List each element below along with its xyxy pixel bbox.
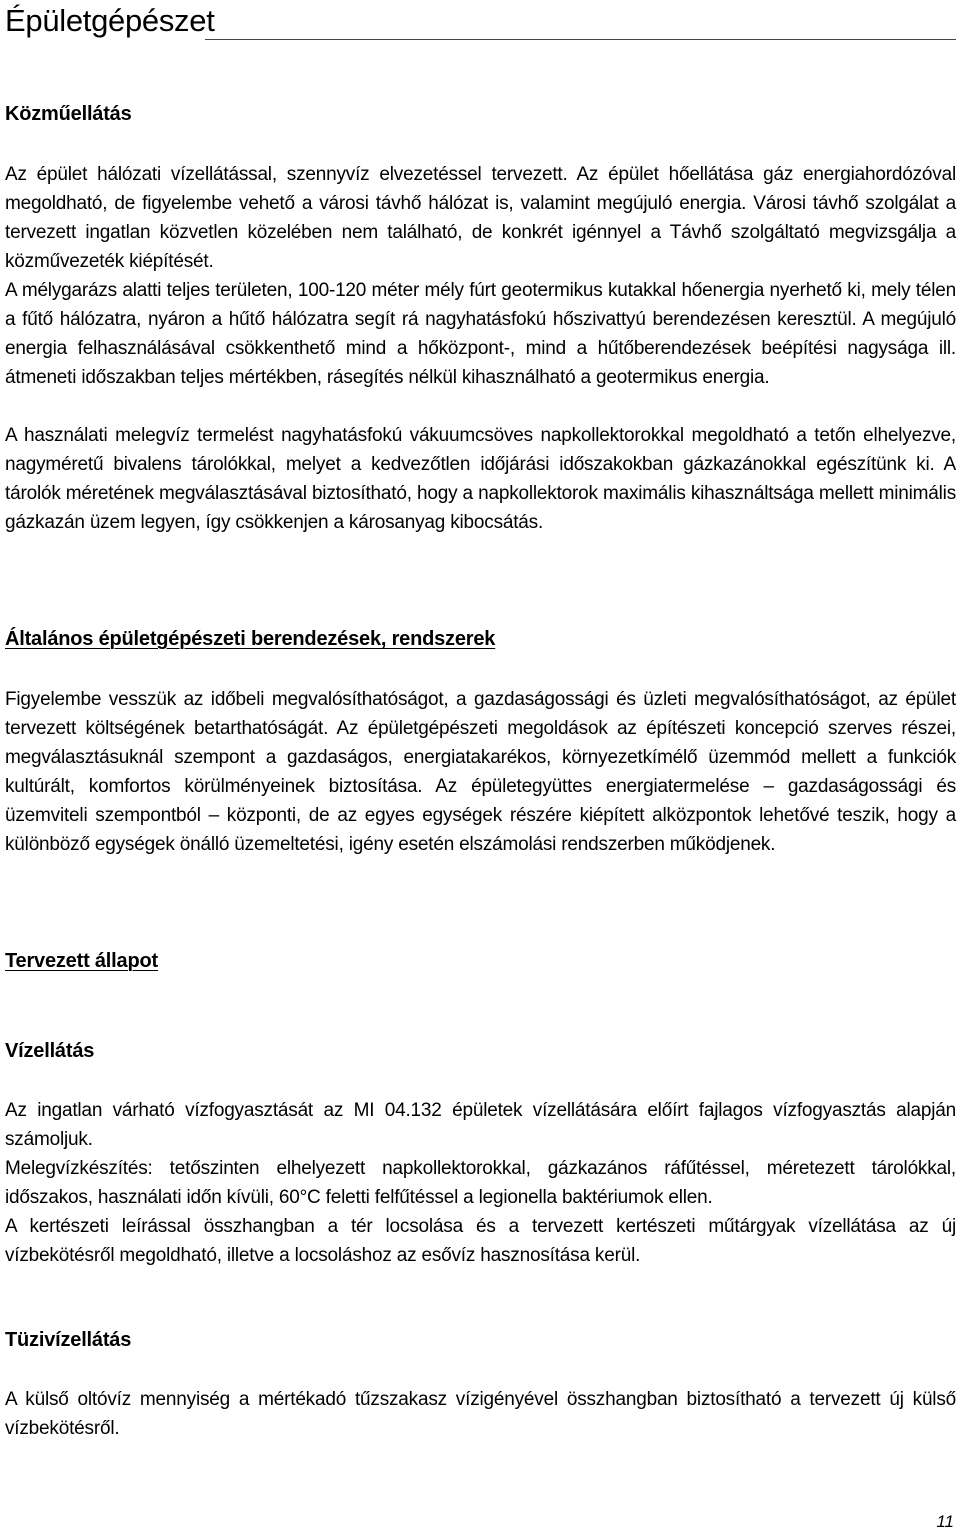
page-number: 11 [936,1512,954,1531]
heading-tervezett-allapot: Tervezett állapot [5,950,158,972]
heading-altalanos: Általános épületgépészeti berendezések, rendszerek [5,628,496,650]
heading-kozmuellatas: Közműellátás [5,103,132,125]
paragraph-kozmuellatas-1: Az épület hálózati vízellátással, szennyvíz elvezetéssel tervezett. Az épület hőellátása gáz energiahordózóval megoldható, de figyelembe vehető a városi távhő hálózat is, valamint megújuló energia. Városi távhő szolgálat a tervezett ingatlan közvetlen közelében nem található, de konkrét igénnyel a Távhő szolgáltató megvizsgálja a közművezeték kiépítését. [5,164,956,272]
title-divider [205,39,956,40]
paragraph-kozmuellatas-2: A mélygarázs alatti teljes területen, 100-120 méter mély fúrt geotermikus kutakkal hőenergia nyerhető ki, mely télen a fűtő hálózatra, nyáron a hűtő hálózatra segít rá nagyhatásfokú hőszivattyú berendezésen keresztül. A megújuló energia felhasználásával csökkenthető mind a hőközpont-, mind a hűtőberendezések beépítési nagysága ill. átmeneti időszakban teljes mértékben, rásegítés nélkül kihasználható a geotermikus energia. [5,280,956,388]
paragraph-vizellatas-2: Melegvízkészítés: tetőszinten elhelyezett napkollektorokkal, gázkazános ráfűtéssel, méretezett tárolókkal, időszakos, használati időn kívüli, 60°C feletti felfűtéssel a legionella baktériumok ellen. [5,1158,956,1208]
page-title: Épületgépészet [5,3,215,38]
paragraph-kozmuellatas-3: A használati melegvíz termelést nagyhatásfokú vákuumcsöves napkollektorokkal megoldható a tetőn elhelyezve, nagyméretű bivalens tárolókkal, melyet a kedvezőtlen időjárási időszakokban gázkazánokkal egészítünk ki. A tárolók méretének megválasztásával biztosítható, hogy a napkollektorok maximális kihasználtsága mellett minimális gázkazán üzem legyen, így csökkenjen a károsanyag kibocsátás. [5,425,956,533]
heading-tuzivizellatas: Tüzivízellátás [5,1329,132,1351]
paragraph-vizellatas-3: A kertészeti leírással összhangban a tér locsolása és a tervezett kertészeti műtárgyak vízellátása az új vízbekötésről megoldható, illetve a locsoláshoz az esővíz hasznosítása kerül. [5,1216,956,1266]
paragraph-altalanos-1: Figyelembe vesszük az időbeli megvalósíthatóságot, a gazdaságossági és üzleti megvalósíthatóságot, az épület tervezett költségének betarthatóságát. Az épületgépészeti megoldások az építészeti koncepció szerves részei, megválasztásuknál szempont a gazdaságos, energiatakarékos, környezetkímélő üzemmód mellett a funkciók kultúrált, komfortos körülményeinek biztosítása. Az épületegyüttes energiatermelése – gazdaságossági és üzemviteli szempontból – központi, de az egyes egységek részére kiépített alközpontok lehetővé teszik, hogy a különböző egységek önálló üzemeltetési, igény esetén elszámolási rendszerben működjenek. [5,689,956,855]
paragraph-vizellatas-1: Az ingatlan várható vízfogyasztását az MI 04.132 épületek vízellátására előírt fajlagos vízfogyasztás alapján számoljuk. [5,1100,956,1150]
paragraph-tuzivizellatas-1: A külső oltóvíz mennyiség a mértékadó tűzszakasz vízigényével összhangban biztosítható a tervezett új külső vízbekötésről. [5,1389,956,1439]
heading-vizellatas: Vízellátás [5,1040,95,1062]
